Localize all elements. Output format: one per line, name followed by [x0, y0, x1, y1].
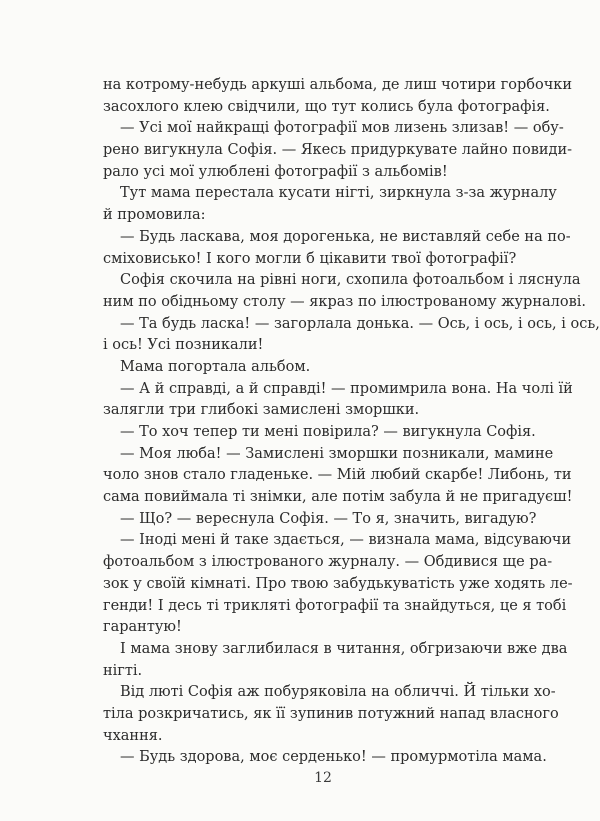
text-line: генди! І десь ті триклятi фотографії та знайдуться, це я тобі: [103, 597, 567, 614]
text-line: фотоальбом з ілюстрованого журналу. — Обдивися ще ра-: [103, 554, 553, 571]
text-line: Софія скочила на рівні ноги, схопила фотоальбом і ляснула: [120, 272, 581, 289]
text-line: засохлого клею свідчили, що тут колись була фотографія.: [103, 98, 550, 115]
text-line: — Будь ласкава, моя дорогенька, не виставляй себе на по-: [120, 228, 571, 245]
text-line: Від люті Софія аж побуряковіла на обличчі. Й тільки хо-: [120, 684, 556, 701]
text-line: рено вигукнула Софія. — Якесь придуркувате лайно повиди-: [103, 142, 573, 159]
text-line: — Що? — вереснула Софія. — То я, значить, вигадую?: [120, 510, 537, 527]
text-line: нігті.: [103, 662, 143, 679]
text-line: на котрому-небудь аркуші альбома, де лиш чотири горбочки: [103, 77, 573, 93]
text-line: ним по обідньому столу — якраз по ілюстрованому журналові.: [103, 293, 587, 310]
text-line: сміховисько! І кого могли б цікавити твої фотографії?: [103, 250, 517, 267]
page-number: 12: [314, 770, 332, 786]
text-line: тіла розкричатись, як її зупинив потужний напад власного: [103, 705, 559, 722]
text-line: — А й справді, а й справді! — промимрила вона. На чолі їй: [120, 380, 573, 397]
text-line: — То хоч тепер ти мені повірила? — вигукнула Софія.: [120, 424, 536, 440]
text-line: І мама знову заглибилася в читання, обгризаючи вже два: [120, 640, 568, 657]
text-line: Тут мама перестала кусати нігті, зиркнула з-за журналу: [120, 185, 557, 202]
text-line: гарантую!: [103, 619, 182, 636]
text-line: — Будь здорова, моє серденько! — промурмотіла мама.: [120, 749, 547, 766]
text-line: рало усі мої улюблені фотографії з альбомів!: [103, 163, 448, 180]
text-line: зок у своїй кімнаті. Про твою забудькуватість уже ходять ле-: [103, 575, 573, 592]
text-line: і ось! Усі позникали!: [103, 337, 264, 354]
page-text: [103, 75, 600, 769]
text-line: — Іноді мені й таке здається, — визнала мама, відсуваючи: [120, 532, 572, 549]
text-line: — Та будь ласка! — загорлала донька. — Ось, і ось, і ось, і ось,: [120, 315, 600, 332]
text-line: — Моя люба! — Замислені зморшки позникали, мамине: [120, 445, 554, 462]
text-line: чоло знов стало гладеньке. — Мій любий скарбе! Либонь, ти: [103, 467, 572, 484]
text-line: — Усі мої найкращі фотографії мов лизень злизав! — обу-: [120, 120, 564, 137]
text-line: чхання.: [103, 727, 163, 744]
text-line: залягли три глибокі замислені зморшки.: [103, 402, 420, 419]
text-line: сама повиймала ті знімки, але потім забула й не пригадуєш!: [103, 489, 573, 506]
text-line: Мама погортала альбом.: [120, 358, 311, 375]
text-line: й промовила:: [103, 207, 206, 224]
